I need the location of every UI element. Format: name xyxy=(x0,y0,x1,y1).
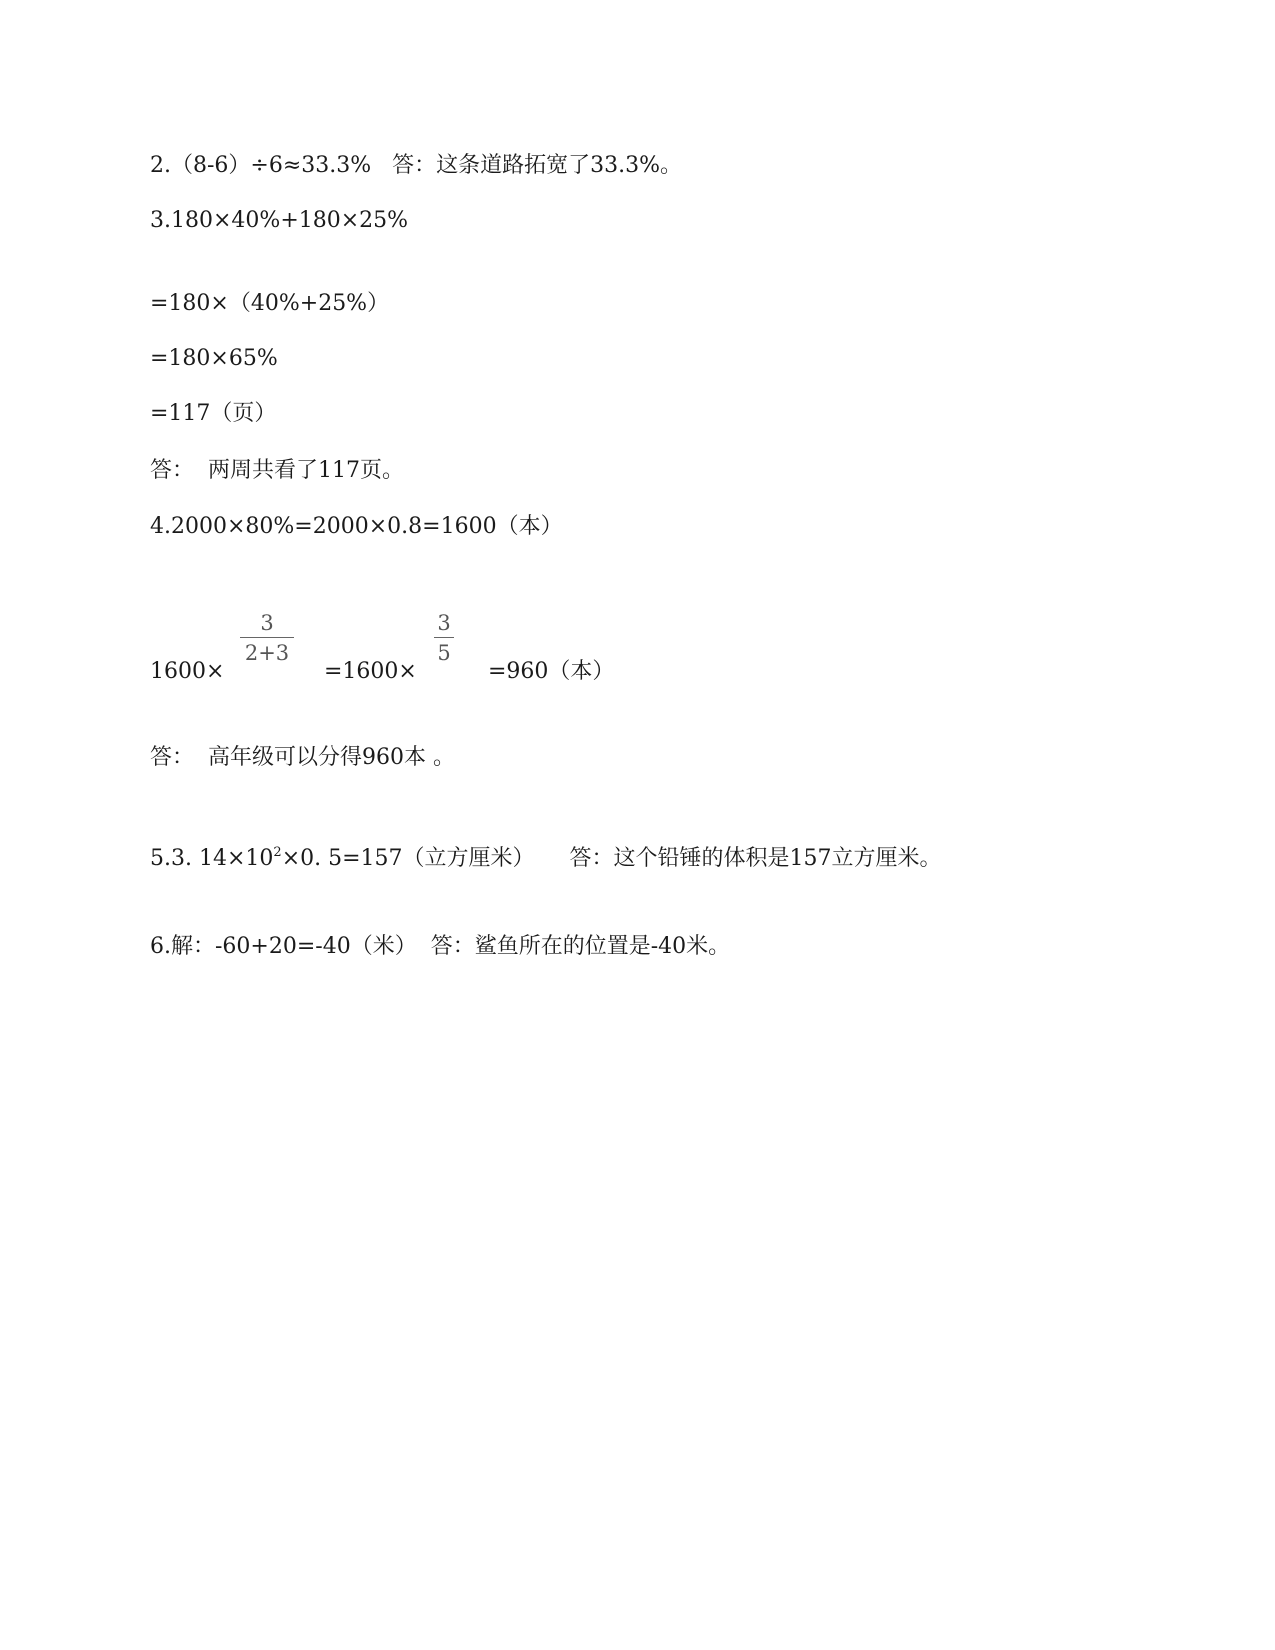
fraction-bar xyxy=(434,637,454,638)
answer-5-part-a: 5.3. 14×10 xyxy=(150,846,274,871)
answer-5-exponent: 2 xyxy=(273,845,282,860)
fraction-3-over-2-plus-3 xyxy=(240,610,294,666)
fraction-denominator: 2+3 xyxy=(244,641,290,665)
answer-3-result: =117（页） xyxy=(150,401,277,426)
answer-2: 2.（8-6）÷6≈33.3% 答：这条道路拓宽了33.3%。 xyxy=(150,153,683,178)
fraction-numerator: 3 xyxy=(260,611,274,635)
answer-4-conclusion: 答： 高年级可以分得960本 。 xyxy=(150,745,455,770)
fraction-bar xyxy=(240,637,294,638)
fraction-denominator: 5 xyxy=(437,641,451,665)
answer-4-fraction-line xyxy=(150,600,710,700)
answer-3-step-2: =180×65% xyxy=(150,346,278,371)
fraction-numerator: 3 xyxy=(437,611,451,635)
answer-3-expression: 3.180×40%+180×25% xyxy=(150,208,409,233)
answer-4-expression: 4.2000×80%=2000×0.8=1600（本） xyxy=(150,514,563,539)
fraction-line-part-2: =1600× xyxy=(324,659,417,684)
fraction-line-part-3: =960（本） xyxy=(488,659,615,684)
answer-5-part-b: ×0. 5=157（立方厘米） 答：这个铅锤的体积是157立方厘米。 xyxy=(281,846,942,871)
answer-6: 6.解：-60+20=-40（米） 答：鲨鱼所在的位置是-40米。 xyxy=(150,934,731,959)
fraction-line-part-1: 1600× xyxy=(150,659,225,684)
answer-5 xyxy=(150,845,942,873)
answer-3-step-1: =180×（40%+25%） xyxy=(150,291,390,316)
fraction-3-over-5 xyxy=(434,610,454,666)
answer-3-conclusion: 答： 两周共看了117页。 xyxy=(150,458,404,483)
